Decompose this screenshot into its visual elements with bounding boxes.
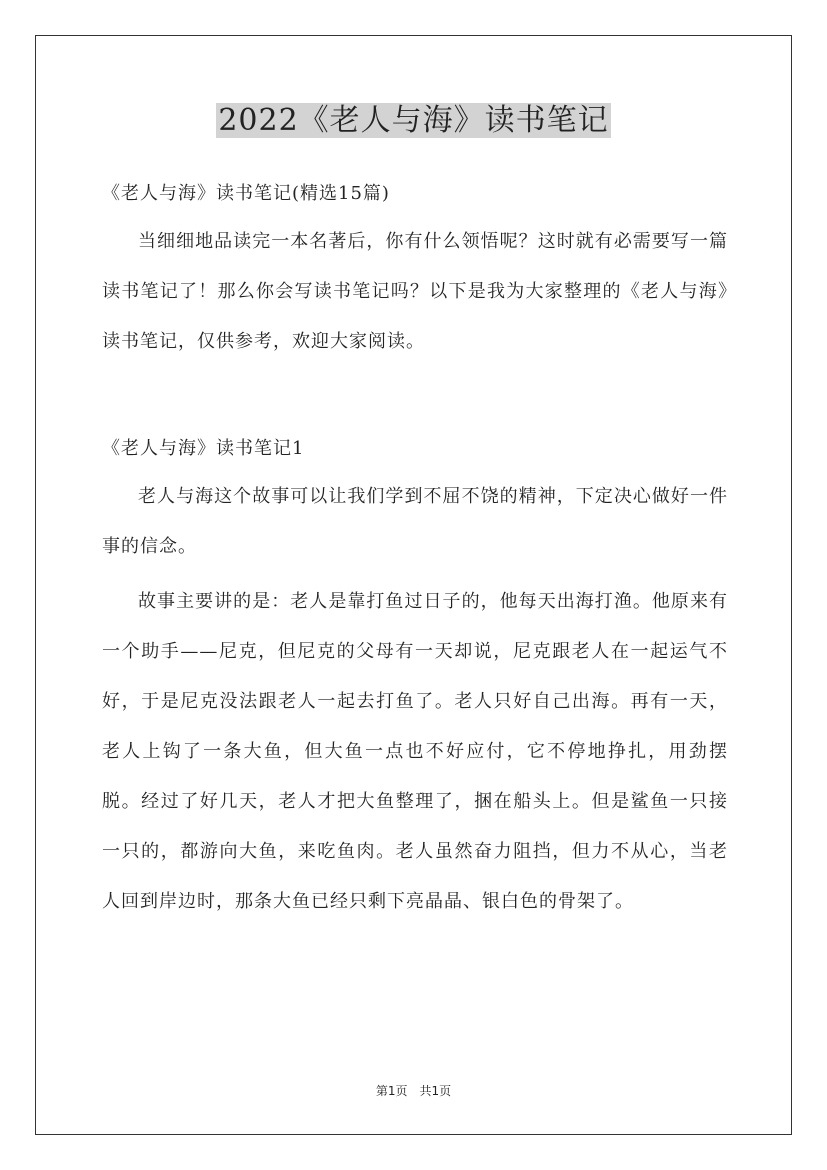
document-title-text: 2022《老人与海》读书笔记 xyxy=(218,103,609,138)
section-heading: 《老人与海》读书笔记1 xyxy=(102,438,305,459)
page-footer: 第1页 共1页 xyxy=(375,1084,452,1098)
intro-paragraph: 当细细地品读完一本名著后，你有什么领悟呢？这时就有必需要写一篇读书笔记了！那么你会写读书笔记吗？以下是我为大家整理的《老人与海》读书笔记，仅供参考，欢迎大家阅读。 xyxy=(102,231,728,352)
section-paragraph: 老人与海这个故事可以让我们学到不屈不饶的精神，下定决心做好一件事的信念。 xyxy=(102,486,728,557)
section-spacer xyxy=(102,367,728,431)
document-body xyxy=(102,176,728,927)
document-title xyxy=(0,99,827,143)
section-paragraph: 故事主要讲的是：老人是靠打鱼过日子的，他每天出海打渔。他原来有一个助手——尼克，但尼克的父母有一天却说，尼克跟老人在一起运气不好，于是尼克没法跟老人一起去打鱼了。老人只好自己出海。再有一天，老人上钩了一条大鱼，但大鱼一点也不好应付，它不停地挣扎，用劲摆脱。经过了好几天，老人才把大鱼整理了，捆在船头上。但是鲨鱼一只接一只的，都游向大鱼，来吃鱼肉。老人虽然奋力阻挡，但力不从心，当老人回到岸边时，那条大鱼已经只剩下亮晶晶、银白色的骨架了。 xyxy=(102,591,728,912)
document-subtitle: 《老人与海》读书笔记(精选15篇) xyxy=(102,183,390,204)
